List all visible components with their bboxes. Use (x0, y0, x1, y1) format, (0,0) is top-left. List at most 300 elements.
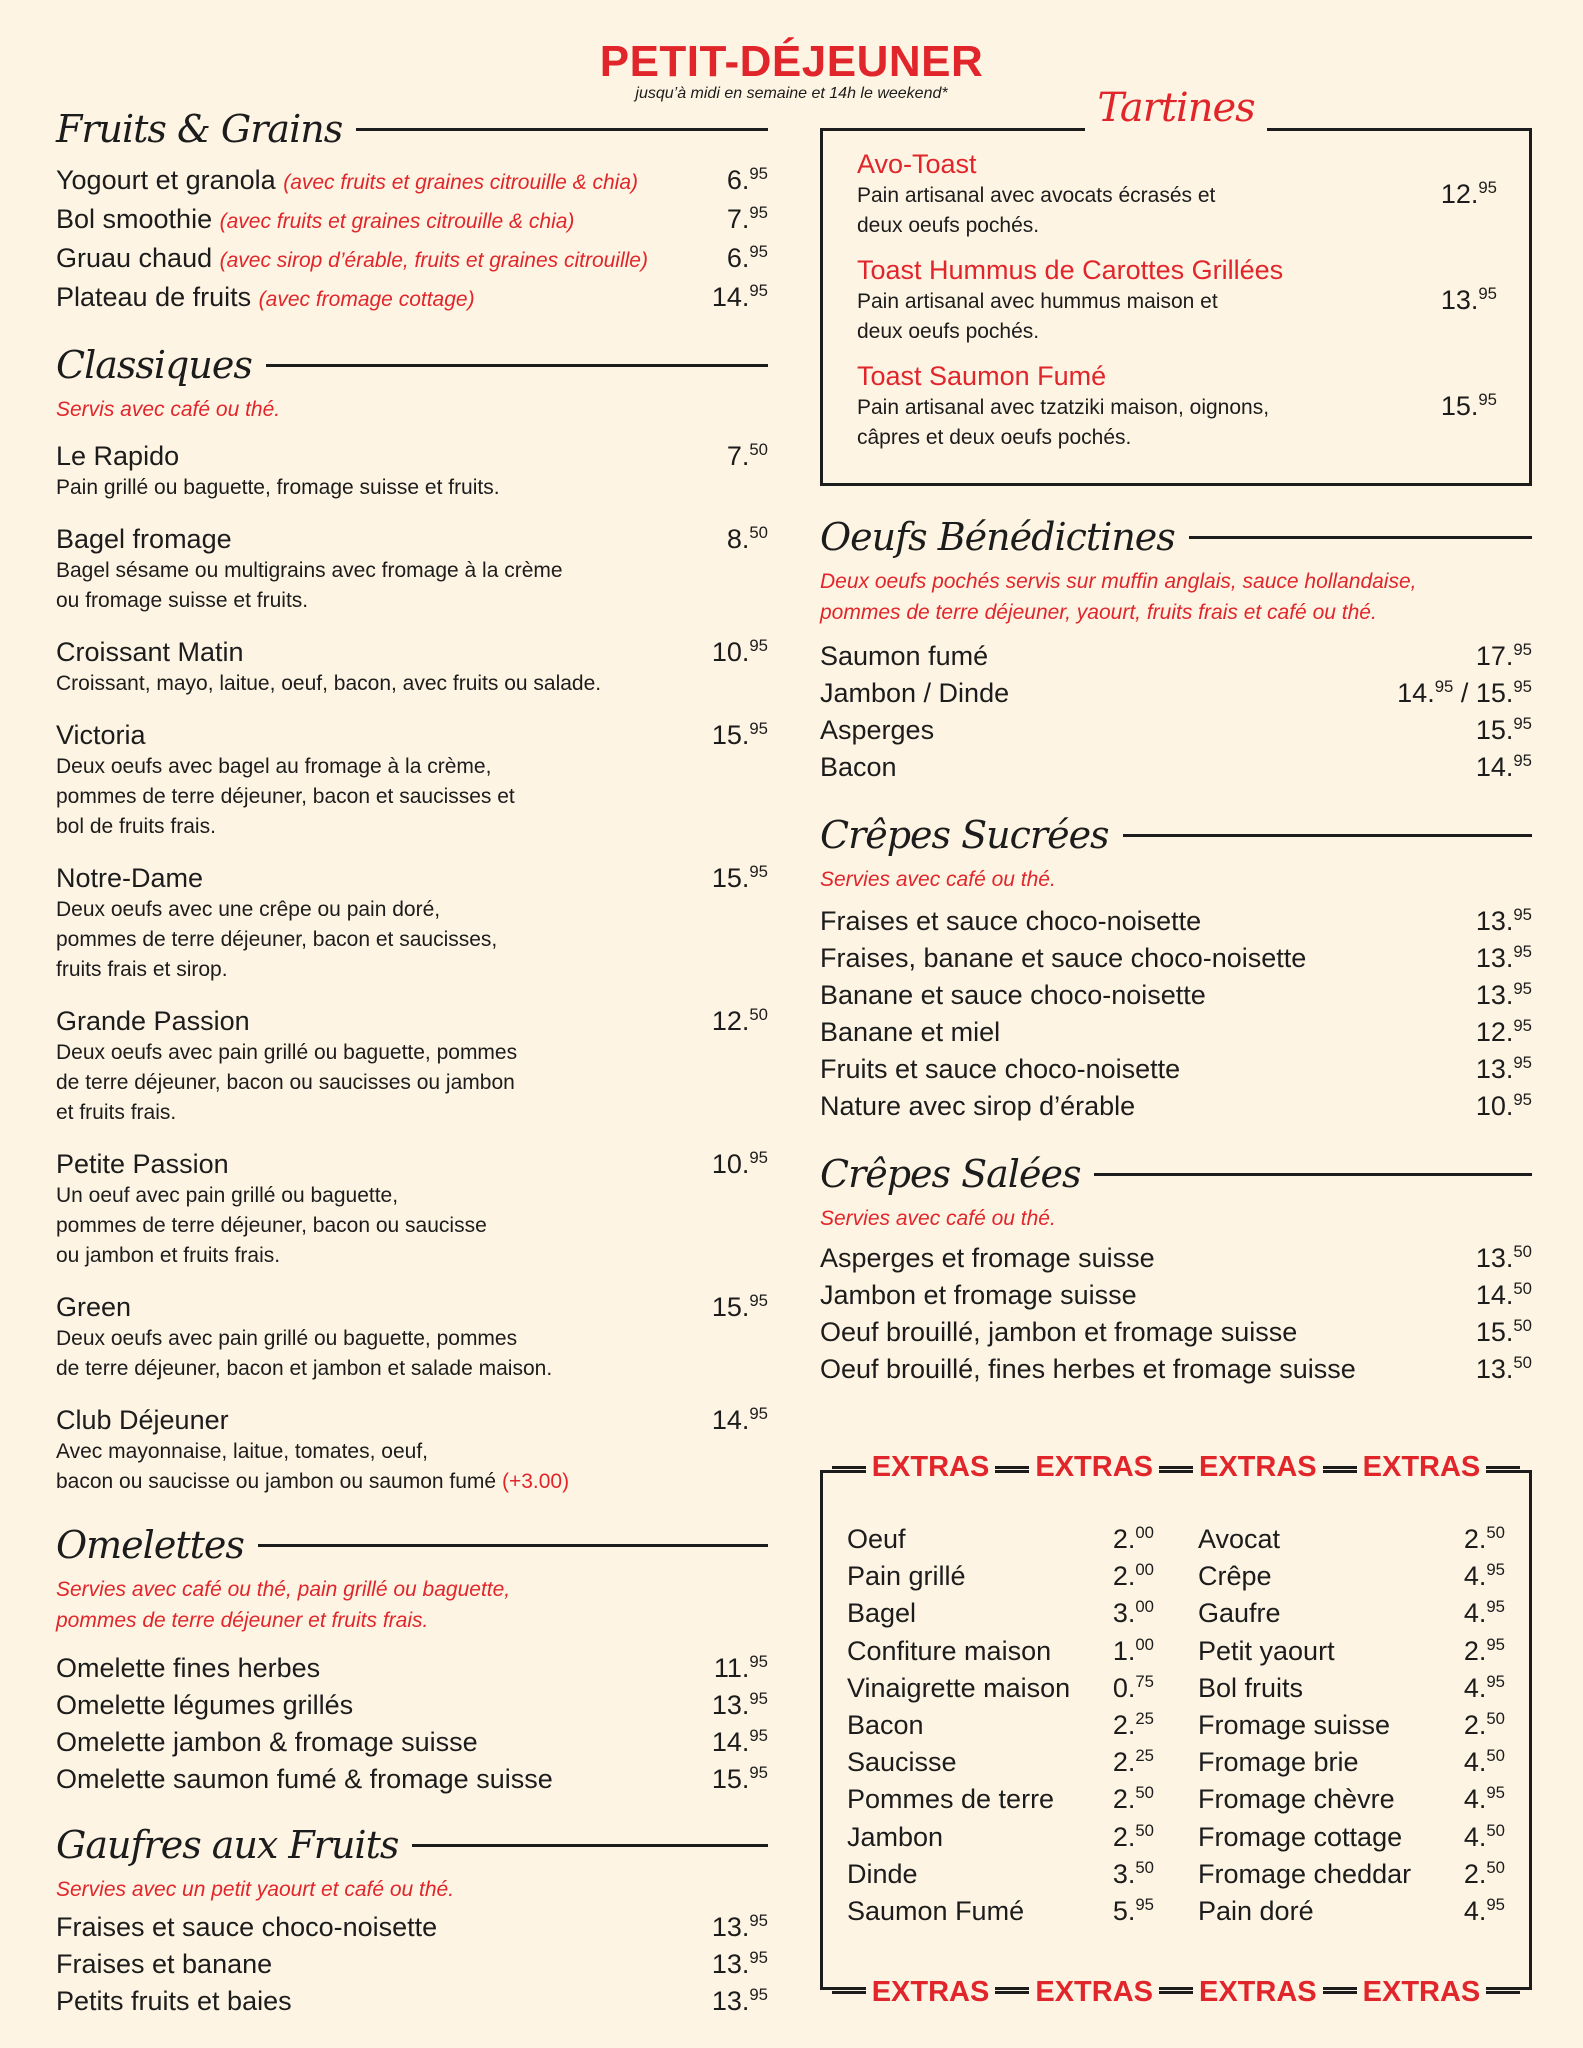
item-description (56, 1098, 768, 1128)
price-cents: 50 (1486, 1857, 1505, 1877)
section-header-gaufres (56, 1816, 768, 1874)
item-name (820, 940, 1306, 977)
item-description (56, 473, 768, 503)
item-price (1476, 712, 1532, 749)
menu-item (820, 1314, 1532, 1351)
item-description (56, 1211, 768, 1241)
item-label: Asperges et fromage suisse (820, 1243, 1155, 1273)
extras-box (820, 1451, 1532, 2008)
item-price (714, 1650, 768, 1687)
price-whole: 13. (1475, 980, 1514, 1010)
menu-item (820, 1088, 1532, 1125)
item-label: Fruits et sauce choco-noisette (820, 1054, 1181, 1084)
item-price (1476, 1051, 1532, 1088)
tartine-text (857, 359, 1269, 453)
item-price (1476, 1240, 1532, 1277)
menu-item (56, 718, 768, 842)
item-price (1464, 1707, 1505, 1744)
menu-item (820, 977, 1532, 1014)
description-text: fruits frais et sirop. (56, 958, 228, 981)
note-line: pommes de terre déjeuner et fruits frais. (56, 1609, 429, 1632)
price-whole: 15. (1475, 1317, 1514, 1347)
dash (1159, 1466, 1193, 1469)
item-description (56, 752, 768, 782)
price-whole: 2. (1112, 1561, 1136, 1592)
item-name: Victoria (56, 720, 146, 750)
item-price (1441, 391, 1497, 422)
extras-label: EXTRAS (1029, 1976, 1159, 2009)
dash (995, 1466, 1029, 1469)
price-cents: 75 (1135, 1671, 1154, 1691)
extras-right-column (1198, 1521, 1505, 1930)
omelettes-list (56, 1650, 768, 1798)
item-row (56, 1403, 768, 1437)
price-cents: 95 (749, 1688, 768, 1708)
item-price (1476, 749, 1532, 786)
menu-item (56, 1650, 768, 1687)
item-name (56, 1687, 353, 1724)
price-cents: 00 (1135, 1560, 1154, 1580)
price-cents: 95 (749, 1984, 768, 2004)
item-description (56, 955, 768, 985)
extras-label: EXTRAS (866, 1976, 996, 2009)
price-whole: 3. (1112, 1598, 1136, 1629)
item-price (1476, 977, 1532, 1014)
menu-item (56, 1147, 768, 1271)
price-whole: 2. (1112, 1784, 1136, 1815)
item-name (820, 1314, 1297, 1351)
crepes-sucrees-list (820, 903, 1532, 1125)
item-note: (avec fromage cottage) (258, 288, 475, 311)
price-whole: 2. (1463, 1710, 1487, 1741)
tartines-box (820, 85, 1532, 486)
description-text: et fruits frais. (56, 1101, 177, 1124)
item-name (820, 1240, 1155, 1277)
item-name: Saumon Fumé (847, 1896, 1025, 1927)
price-cents: 50 (1486, 1820, 1505, 1840)
menu-item (820, 1351, 1532, 1388)
price-whole: 6. (726, 243, 750, 273)
dash (1486, 1991, 1520, 1994)
price-cents: 95 (1478, 389, 1497, 409)
note-line: Servies avec café ou thé, pain grillé ou baguette, (56, 1578, 511, 1601)
price-cents: 95 (749, 1651, 768, 1671)
extras-label: EXTRAS (1029, 1451, 1159, 1484)
item-description (56, 1181, 768, 1211)
note-line: pommes de terre déjeuner, yaourt, fruits frais et café ou thé. (820, 601, 1377, 624)
menu-item (56, 1724, 768, 1761)
extra-item (847, 1558, 1154, 1595)
extra-item (847, 1707, 1154, 1744)
price-cents: 50 (1486, 1746, 1505, 1766)
price-cents: 25 (1135, 1746, 1154, 1766)
item-price (1113, 1521, 1154, 1558)
menu-item (820, 940, 1532, 977)
item-price (1113, 1707, 1154, 1744)
price-whole: 15. (1475, 715, 1514, 745)
price-whole: 11. (713, 1653, 750, 1683)
item-label: Oeuf brouillé, fines herbes et fromage suisse (820, 1354, 1356, 1384)
price-cents: 95 (1434, 676, 1454, 696)
left-column (56, 100, 768, 2020)
extra-item (847, 1893, 1154, 1930)
item-price (1441, 285, 1497, 316)
item-name (820, 1351, 1356, 1388)
item-name: Oeuf (847, 1524, 906, 1554)
item-price (1464, 1670, 1505, 1707)
tartine-text (857, 253, 1283, 347)
price-whole: 6. (726, 165, 750, 195)
description-text: Un oeuf avec pain grillé ou baguette, (56, 1184, 399, 1207)
item-name (820, 638, 988, 675)
menu-item (820, 1051, 1532, 1088)
section-header-crepes-sucrees (820, 806, 1532, 864)
menu-item (56, 1909, 768, 1946)
item-row (56, 861, 768, 895)
item-description (56, 925, 768, 955)
price-whole: 13. (1475, 1354, 1514, 1384)
item-price (712, 1761, 768, 1798)
price-cents: 95 (749, 163, 768, 183)
item-description (56, 1068, 768, 1098)
item-name (56, 1650, 320, 1687)
item-name: Croissant Matin (56, 637, 244, 667)
price-whole: 2. (1463, 1858, 1487, 1889)
item-label: Nature avec sirop d’érable (820, 1091, 1136, 1121)
item-price (1113, 1893, 1154, 1930)
menu-item (56, 240, 768, 279)
price-cents: 95 (1513, 1015, 1532, 1035)
description-text: de terre déjeuner, bacon ou saucisses ou jambon (56, 1071, 515, 1094)
price-whole: 14. (1475, 1280, 1514, 1310)
item-price (727, 162, 768, 199)
extra-item (1198, 1819, 1505, 1856)
price-whole: 12. (1440, 178, 1479, 209)
item-name (56, 279, 475, 318)
item-price (1464, 1521, 1505, 1558)
section-title: Fruits & Grains (56, 107, 343, 151)
price-whole: 4. (1463, 1896, 1487, 1927)
section-header-omelettes (56, 1516, 768, 1574)
item-label: Banane et miel (820, 1017, 1001, 1047)
item-description (56, 1437, 768, 1467)
item-description: Pain artisanal avec hummus maison et (857, 290, 1218, 313)
section-note: Servis avec café ou thé. (56, 398, 281, 421)
item-price (727, 439, 768, 473)
item-extra-price: (+3.00) (501, 1470, 570, 1493)
item-row (56, 1147, 768, 1181)
price-whole: 7. (726, 204, 750, 234)
item-price (1113, 1633, 1154, 1670)
item-price (727, 240, 768, 277)
menu-item (56, 1403, 768, 1497)
item-price (1476, 1351, 1532, 1388)
price-whole: 2. (1112, 1821, 1136, 1852)
description-text: Deux oeufs avec bagel au fromage à la crème, (56, 755, 492, 778)
item-description (56, 1038, 768, 1068)
section-title: Omelettes (56, 1523, 244, 1567)
price-whole: 17. (1475, 641, 1514, 671)
item-description: deux oeufs pochés. (857, 320, 1040, 343)
price-whole: 14. (1475, 752, 1514, 782)
fruits-list (56, 162, 768, 318)
item-name: Confiture maison (847, 1635, 1052, 1666)
item-name: Gaufre (1198, 1598, 1281, 1629)
extra-item (847, 1819, 1154, 1856)
menu-item (56, 522, 768, 616)
item-name: Bagel fromage (56, 524, 232, 554)
price-whole: 12. (1475, 1017, 1514, 1047)
price-whole: 13. (711, 1690, 750, 1720)
extra-item (1198, 1744, 1505, 1781)
menu-item (56, 1761, 768, 1798)
item-label: Fraises et banane (56, 1949, 273, 1979)
menu-item (56, 1290, 768, 1384)
extras-label: EXTRAS (1357, 1451, 1487, 1484)
section-note (820, 566, 1532, 628)
price-cents: 95 (1135, 1895, 1154, 1914)
section-note: Servies avec café ou thé. (820, 1207, 1056, 1230)
item-price (1464, 1633, 1505, 1670)
extra-item (847, 1856, 1154, 1893)
dash (1486, 1466, 1520, 1469)
price-cents: 50 (749, 1004, 768, 1024)
item-name (56, 1761, 553, 1798)
tartines-list (857, 147, 1497, 453)
price-whole: 2. (1463, 1635, 1487, 1666)
price-whole: 8. (726, 524, 750, 554)
item-description: câpres et deux oeufs pochés. (857, 426, 1132, 449)
item-name: Fromage chèvre (1198, 1784, 1395, 1815)
item-row (56, 635, 768, 669)
item-price (712, 1290, 768, 1324)
extras-left-column (847, 1521, 1154, 1930)
price-cents: 95 (749, 718, 768, 738)
section-title: Gaufres aux Fruits (56, 1823, 399, 1867)
price-cents: 95 (1513, 1052, 1532, 1072)
description-text: Pain grillé ou baguette, fromage suisse et fruits. (56, 476, 500, 499)
price-whole: 7. (726, 441, 750, 471)
item-description (56, 782, 768, 812)
item-description (56, 895, 768, 925)
item-description (56, 669, 768, 699)
extra-item (847, 1595, 1154, 1632)
item-name: Petite Passion (56, 1149, 229, 1179)
item-row (56, 718, 768, 752)
section-header-classiques (56, 336, 768, 394)
item-price (1464, 1595, 1505, 1632)
item-price (1476, 638, 1532, 675)
price-cents: 50 (1513, 1352, 1532, 1372)
price-whole: 13. (711, 1986, 750, 2016)
extra-item (1198, 1558, 1505, 1595)
item-price (1113, 1670, 1154, 1707)
description-text: Deux oeufs avec une crêpe ou pain doré, (56, 898, 441, 921)
right-column (820, 85, 1532, 1388)
price-whole: 3. (1112, 1858, 1136, 1889)
extras-band-bottom (823, 1976, 1529, 2009)
price-whole: 12. (711, 1006, 750, 1036)
menu-item (56, 201, 768, 240)
item-price (1464, 1819, 1505, 1856)
item-name: Toast Hummus de Carottes Grillées (857, 255, 1284, 285)
price-whole: 14. (1397, 678, 1435, 708)
extra-item (847, 1633, 1154, 1670)
item-label: Jambon et fromage suisse (820, 1280, 1137, 1310)
item-label: Bol smoothie (56, 204, 213, 234)
item-price (1476, 940, 1532, 977)
item-description: Pain artisanal avec tzatziki maison, oignons, (857, 396, 1270, 419)
price-whole: 4. (1463, 1561, 1487, 1592)
description-text: ou jambon et fruits frais. (56, 1244, 281, 1267)
benedictines-list (820, 638, 1532, 786)
item-price (1476, 1088, 1532, 1125)
price-whole: 10. (711, 1149, 750, 1179)
item-row (56, 439, 768, 473)
dash (832, 1991, 866, 1994)
item-name: Petit yaourt (1198, 1635, 1335, 1666)
price-whole: 15. (711, 863, 750, 893)
item-label: Omelette saumon fumé & fromage suisse (56, 1764, 553, 1794)
item-label: Saumon fumé (820, 641, 989, 671)
item-name (820, 977, 1206, 1014)
dash (995, 1991, 1029, 1994)
item-name: Pain doré (1198, 1896, 1314, 1927)
extra-item (1198, 1893, 1505, 1930)
price-cents: 50 (1513, 1278, 1532, 1298)
section-note: Servies avec café ou thé. (820, 868, 1056, 891)
price-cents: 25 (1135, 1708, 1154, 1728)
price-whole: 0. (1112, 1672, 1136, 1703)
description-text: bacon ou saucisse ou jambon ou saumon fumé (56, 1470, 497, 1493)
extra-item (1198, 1856, 1505, 1893)
item-price (712, 1909, 768, 1946)
item-name: Dinde (847, 1858, 918, 1889)
item-name: Jambon (847, 1821, 944, 1852)
price-cents: 95 (749, 241, 768, 261)
price-whole: 13. (1475, 906, 1514, 936)
section-header-benedictines (820, 508, 1532, 566)
dash (1323, 1991, 1357, 1994)
item-name (56, 162, 638, 201)
item-name: Avo-Toast (857, 149, 977, 179)
description-text: pommes de terre déjeuner, bacon et saucisses et (56, 785, 515, 808)
item-row (56, 522, 768, 556)
item-name: Notre-Dame (56, 863, 204, 893)
extra-item (1198, 1595, 1505, 1632)
item-price (1464, 1856, 1505, 1893)
item-label: Fraises et sauce choco-noisette (820, 906, 1202, 936)
item-price (1464, 1558, 1505, 1595)
price-whole-2: / 15. (1453, 678, 1514, 708)
item-name: Toast Saumon Fumé (857, 361, 1107, 391)
tartine-item (857, 253, 1497, 347)
menu-item (820, 675, 1532, 712)
item-price (712, 1147, 768, 1181)
item-description (56, 556, 768, 586)
item-name: Bacon (847, 1710, 924, 1741)
price-cents: 95 (1486, 1895, 1505, 1914)
extra-item (1198, 1521, 1505, 1558)
price-whole: 4. (1463, 1598, 1487, 1629)
item-name (56, 240, 648, 279)
note-line: Deux oeufs pochés servis sur muffin anglais, sauce hollandaise, (820, 570, 1417, 593)
price-cents: 95 (1513, 1089, 1532, 1109)
divider (258, 1544, 768, 1547)
item-price (712, 1983, 768, 2020)
item-note: (avec sirop d’érable, fruits et graines citrouille) (219, 249, 648, 272)
price-cents-2: 95 (1513, 676, 1532, 696)
item-name (56, 1983, 292, 2020)
menu-item (820, 712, 1532, 749)
price-cents: 95 (1486, 1560, 1505, 1580)
item-price (1476, 903, 1532, 940)
price-cents: 50 (1135, 1857, 1154, 1877)
price-whole: 14. (711, 282, 750, 312)
item-name: Saucisse (847, 1747, 957, 1778)
divider (356, 128, 768, 131)
menu-item (820, 903, 1532, 940)
item-name: Green (56, 1292, 132, 1322)
extra-item (847, 1744, 1154, 1781)
page-title: PETIT-DÉJEUNER (599, 37, 984, 86)
price-cents: 95 (749, 635, 768, 655)
description-text: Deux oeufs avec pain grillé ou baguette, pommes (56, 1327, 518, 1350)
menu-item (820, 749, 1532, 786)
tartine-item (857, 359, 1497, 453)
item-name (820, 749, 897, 786)
price-whole: 4. (1463, 1784, 1487, 1815)
menu-item (56, 1983, 768, 2020)
price-cents: 95 (1513, 941, 1532, 961)
price-whole: 2. (1112, 1524, 1136, 1554)
item-label: Asperges (820, 715, 935, 745)
item-row (56, 1290, 768, 1324)
item-price (727, 201, 768, 238)
price-cents: 95 (1486, 1783, 1505, 1803)
price-whole: 2. (1112, 1710, 1136, 1741)
item-price (1476, 1314, 1532, 1351)
description-text: ou fromage suisse et fruits. (56, 589, 309, 612)
price-whole: 2. (1463, 1524, 1487, 1554)
item-description: Pain artisanal avec avocats écrasés et (857, 184, 1216, 207)
price-whole: 2. (1112, 1747, 1136, 1778)
price-whole: 13. (711, 1912, 750, 1942)
item-name: Club Déjeuner (56, 1405, 229, 1435)
extras-label: EXTRAS (1193, 1451, 1323, 1484)
menu-item (820, 1240, 1532, 1277)
price-cents: 50 (1513, 1315, 1532, 1335)
dash (832, 1466, 866, 1469)
item-price (712, 279, 768, 316)
item-name: Vinaigrette maison (847, 1672, 1071, 1703)
price-cents: 50 (1486, 1522, 1505, 1542)
extras-label: EXTRAS (1193, 1976, 1323, 2009)
item-description (56, 1324, 768, 1354)
item-name (820, 1277, 1137, 1314)
section-title: Crêpes Sucrées (820, 813, 1109, 857)
item-name: Fromage suisse (1198, 1710, 1391, 1741)
price-whole: 13. (1475, 943, 1514, 973)
extra-item (847, 1521, 1154, 1558)
price-whole: 1. (1112, 1635, 1136, 1666)
price-cents: 95 (1513, 639, 1532, 659)
item-label: Banane et sauce choco-noisette (820, 980, 1206, 1010)
item-label: Omelette fines herbes (56, 1653, 321, 1683)
price-whole: 14. (711, 1727, 750, 1757)
item-price (1113, 1856, 1154, 1893)
extras-label: EXTRAS (1357, 1976, 1487, 2009)
